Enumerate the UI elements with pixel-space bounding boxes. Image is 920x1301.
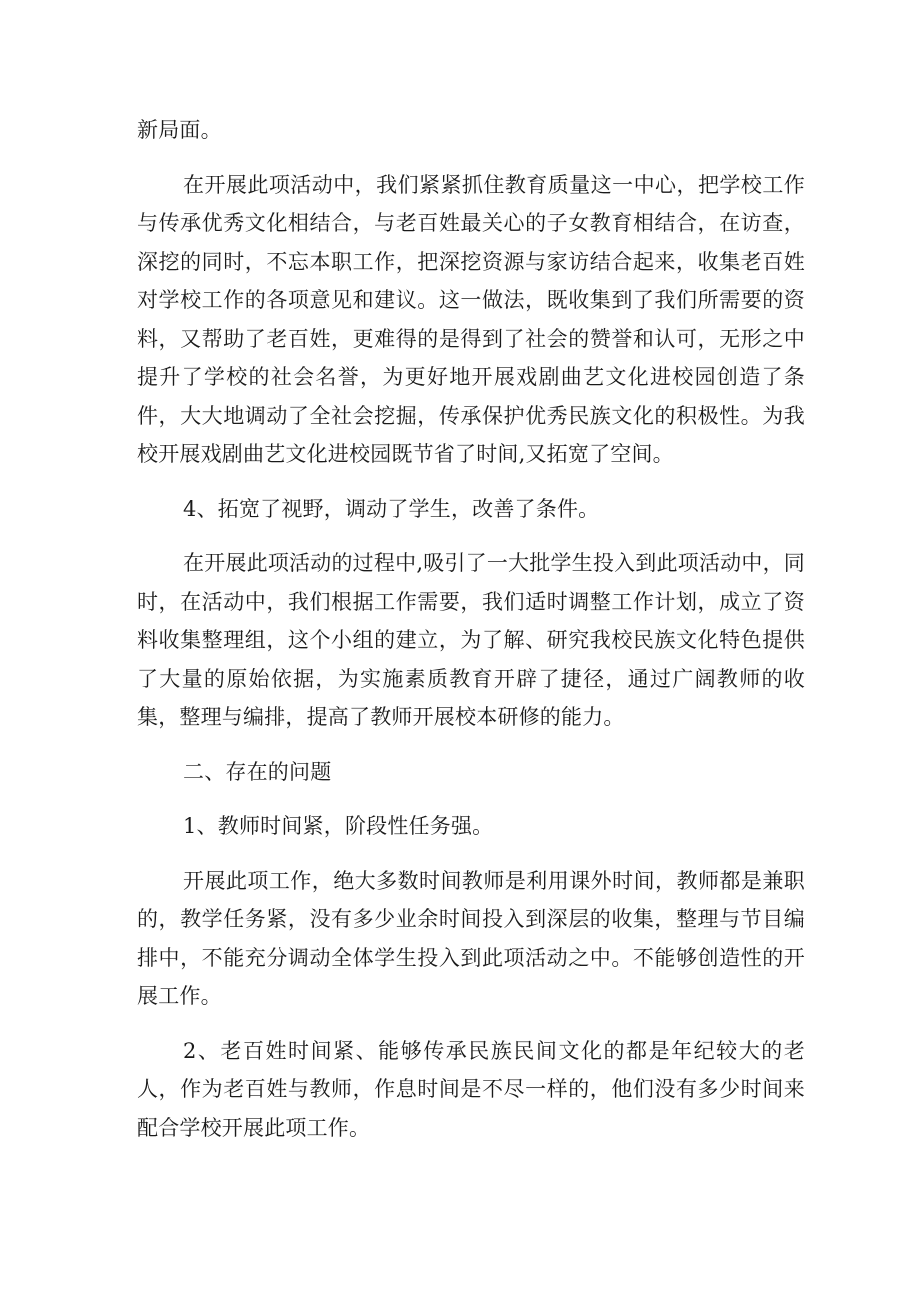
- document-body: [137, 111, 805, 1147]
- paragraph-activity-approach: 在开展此项活动中，我们紧紧抓住教育质量这一中心，把学校工作与传承优秀文化相结合，与老百姓最关心的子女教育相结合，在访查，深挖的同时，不忘本职工作，把深挖资源与家访结合起来，收集老百姓对学校工作的各项意见和建议。这一做法，既收集到了我们所需要的资料，又帮助了老百姓，更难得的是得到了社会的赞誉和认可，无形之中提升了学校的社会名誉，为更好地开展戏剧曲艺文化进校园创造了条件，大大地调动了全社会挖掘，传承保护优秀民族文化的积极性。为我校开展戏剧曲艺文化进校园既节省了时间,又拓宽了空间。: [137, 172, 805, 466]
- paragraph-student-involvement: 在开展此项活动的过程中,吸引了一大批学生投入到此项活动中，同时，在活动中，我们根据工作需要，我们适时调整工作计划，成立了资料收集整理组，这个小组的建立，为了解、研究我校民族文化特色提供了大量的原始依据，为实施素质教育开辟了捷径，通过广阔教师的收集，整理与编排，提高了教师开展校本研修的能力。: [137, 551, 805, 729]
- paragraph-villager-time: 2、老百姓时间紧、能够传承民族民间文化的都是年纪较大的老人，作为老百姓与教师，作息时间是不尽一样的，他们没有多少时间来配合学校开展此项工作。: [137, 1038, 805, 1140]
- paragraph-teacher-time: 开展此项工作，绝大多数时间教师是利用课外时间，教师都是兼职的，教学任务紧，没有多少业余时间投入到深层的收集，整理与节目编排中，不能充分调动全体学生投入到此项活动之中。不能够创造性的开展工作。: [137, 868, 805, 1008]
- heading-teacher-time: 1、教师时间紧，阶段性任务强。: [183, 814, 494, 838]
- paragraph-continuation: 新局面。: [137, 118, 222, 142]
- heading-broadened-vision: 4、拓宽了视野，调动了学生，改善了条件。: [183, 496, 600, 521]
- heading-existing-problems: 二、存在的问题: [183, 759, 332, 784]
